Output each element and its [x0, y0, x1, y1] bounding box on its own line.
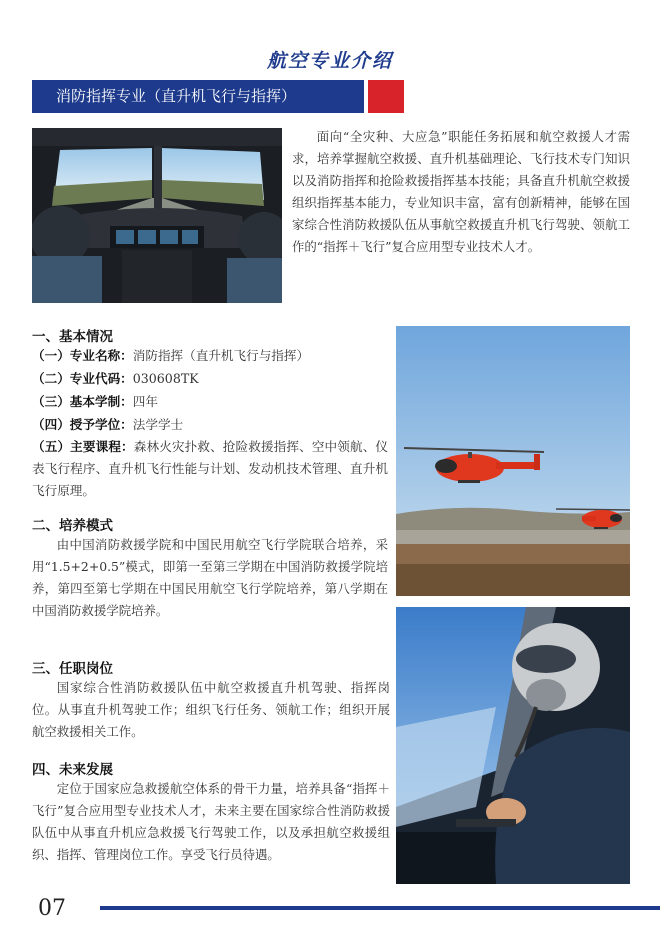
- jobs-paragraph: 国家综合性消防救援队伍中航空救援直升机驾驶、指挥岗位。从事直升机驾驶工作；组织飞行任务、领航工作；组织开展航空救援相关工作。: [32, 680, 390, 739]
- label-duration: （三）基本学制：: [32, 394, 133, 409]
- training-paragraph: 由中国消防救援学院和中国民用航空飞行学院联合培养，采用“1.5+2+0.5”模式，即第一至第三学期在中国消防救援学院培养，第四至第七学期在中国民用航空飞行学院培养，第八学期在中国消防救援学院培养。: [32, 537, 388, 618]
- row-courses: [32, 436, 388, 502]
- banner-accent-block: [368, 80, 404, 113]
- label-degree: （四）授予学位：: [32, 417, 133, 432]
- row-degree: [32, 415, 183, 435]
- future-paragraph: 定位于国家应急救援航空体系的骨干力量，培养具备“指挥＋飞行”复合应用型专业技术人才，未来主要在国家综合性消防救援队伍中从事直升机应急救援飞行驾驶工作，以及承担航空救援组织、指挥、管理岗位工作。享受飞行员待遇。: [32, 781, 390, 862]
- cockpit-photo: [32, 128, 282, 303]
- row-duration: [32, 392, 158, 412]
- value-major-name: 消防指挥（直升机飞行与指挥）: [132, 348, 310, 363]
- helicopters-photo: [396, 326, 630, 596]
- page-number: 07: [38, 896, 66, 921]
- label-courses: （五）主要课程：: [32, 439, 134, 454]
- label-major-name: （一）专业名称：: [32, 348, 133, 363]
- footer-rule: [100, 906, 660, 910]
- intro-paragraph: 面向“全灾种、大应急”职能任务拓展和航空救援人才需求，培养掌握航空救援、直升机基础理论、飞行技术专门知识以及消防指挥和抢险救援指挥基本技能；具备直升机航空救援组织指挥基本能力，专业知识丰富，富有创新精神，能够在国家综合性消防救援队伍从事航空救援直升机飞行驾驶、领航工作的“指挥＋飞行”复合应用型专业技术人才。: [292, 129, 630, 254]
- value-courses: 森林火灾扑救、抢险救援指挥、空中领航、仪表飞行程序、直升机飞行性能与计划、发动机技术管理、直升机飞行原理。: [32, 439, 388, 498]
- heading-future: 四、未来发展: [32, 762, 113, 778]
- heading-training: 二、培养模式: [32, 518, 113, 534]
- heading-basic-info: 一、基本情况: [32, 329, 113, 345]
- value-degree: 法学学士: [132, 417, 184, 432]
- value-major-code: 030608TK: [132, 371, 199, 386]
- section-banner: 消防指挥专业（直升机飞行与指挥）: [32, 80, 364, 113]
- row-major-code: [32, 369, 199, 389]
- row-major-name: [32, 346, 309, 366]
- page-title: 航空专业介绍: [266, 50, 393, 72]
- label-major-code: （二）专业代码：: [32, 371, 133, 386]
- heading-jobs: 三、任职岗位: [32, 661, 113, 677]
- pilot-photo: [396, 607, 630, 884]
- value-duration: 四年: [132, 394, 158, 409]
